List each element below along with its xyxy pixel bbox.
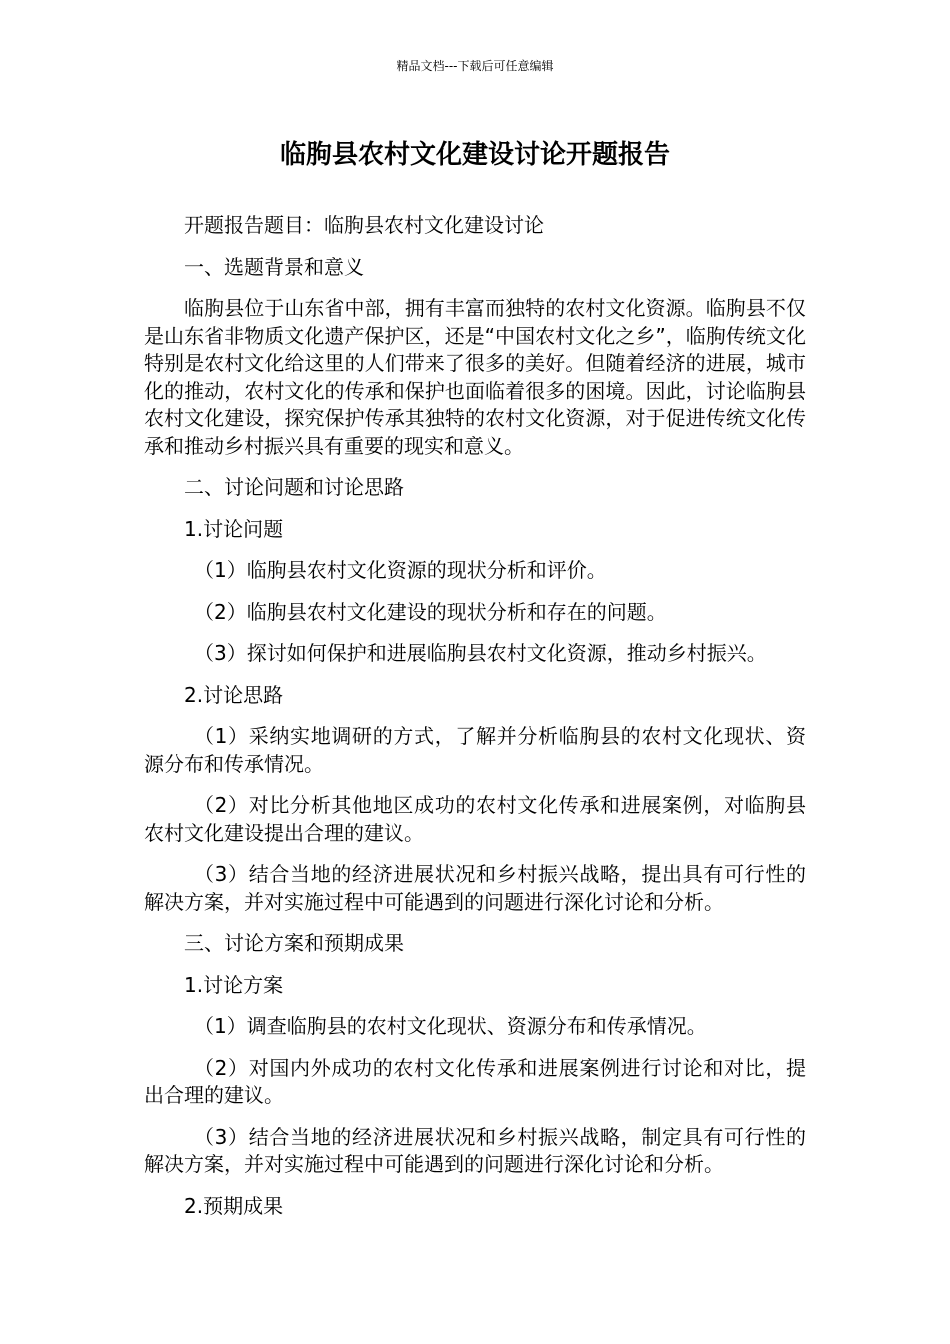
- section-heading-plan: 三、讨论方案和预期成果: [184, 931, 404, 955]
- list-item: （3）结合当地的经济进展状况和乡村振兴战略，提出具有可行性的解决方案，并对实施过程中可能遇到的问题进行深化讨论和分析。: [144, 862, 806, 914]
- background-paragraph: 临朐县位于山东省中部，拥有丰富而独特的农村文化资源。临朐县不仅是山东省非物质文化遗产保护区，还是“中国农村文化之乡”，临朐传统文化特别是农村文化给这里的人们带来了很多的美好。但随着经济的进展，城市化的推动，农村文化的传承和保护也面临着很多的困境。因此，讨论临朐县农村文化建设，探究保护传承其独特的农村文化资源，对于促进传统文化传承和推动乡村振兴具有重要的现实和意义。: [144, 296, 806, 458]
- list-item: （2）对比分析其他地区成功的农村文化传承和进展案例，对临朐县农村文化建设提出合理的建议。: [144, 793, 806, 845]
- subheading-approach: 2.讨论思路: [184, 682, 284, 707]
- list-item: （2）临朐县农村文化建设的现状分析和存在的问题。: [194, 599, 667, 624]
- section-heading-questions: 二、讨论问题和讨论思路: [184, 475, 404, 499]
- document-body: [144, 212, 806, 1234]
- list-item: （1）采纳实地调研的方式，了解并分析临朐县的农村文化现状、资源分布和传承情况。: [144, 724, 806, 776]
- report-topic: 开题报告题目：临朐县农村文化建设讨论: [184, 213, 544, 237]
- subheading-questions: 1.讨论问题: [184, 516, 284, 541]
- subheading-plan: 1.讨论方案: [184, 972, 284, 997]
- section-heading-background: 一、选题背景和意义: [184, 254, 364, 279]
- list-item: （3）结合当地的经济进展状况和乡村振兴战略，制定具有可行性的解决方案，并对实施过程中可能遇到的问题进行深化讨论和分析。: [144, 1124, 806, 1176]
- list-item: （2）对国内外成功的农村文化传承和进展案例进行讨论和对比，提出合理的建议。: [144, 1055, 806, 1107]
- header-note: 精品文档---下载后可任意编辑: [396, 59, 554, 73]
- list-item: （1）调查临朐县的农村文化现状、资源分布和传承情况。: [194, 1014, 707, 1038]
- subheading-expected-results: 2.预期成果: [184, 1193, 284, 1218]
- list-item: （3）探讨如何保护和进展临朐县农村文化资源，推动乡村振兴。: [194, 641, 767, 665]
- list-item: （1）临朐县农村文化资源的现状分析和评价。: [194, 558, 607, 582]
- document-title: 临朐县农村文化建设讨论开题报告: [279, 140, 670, 170]
